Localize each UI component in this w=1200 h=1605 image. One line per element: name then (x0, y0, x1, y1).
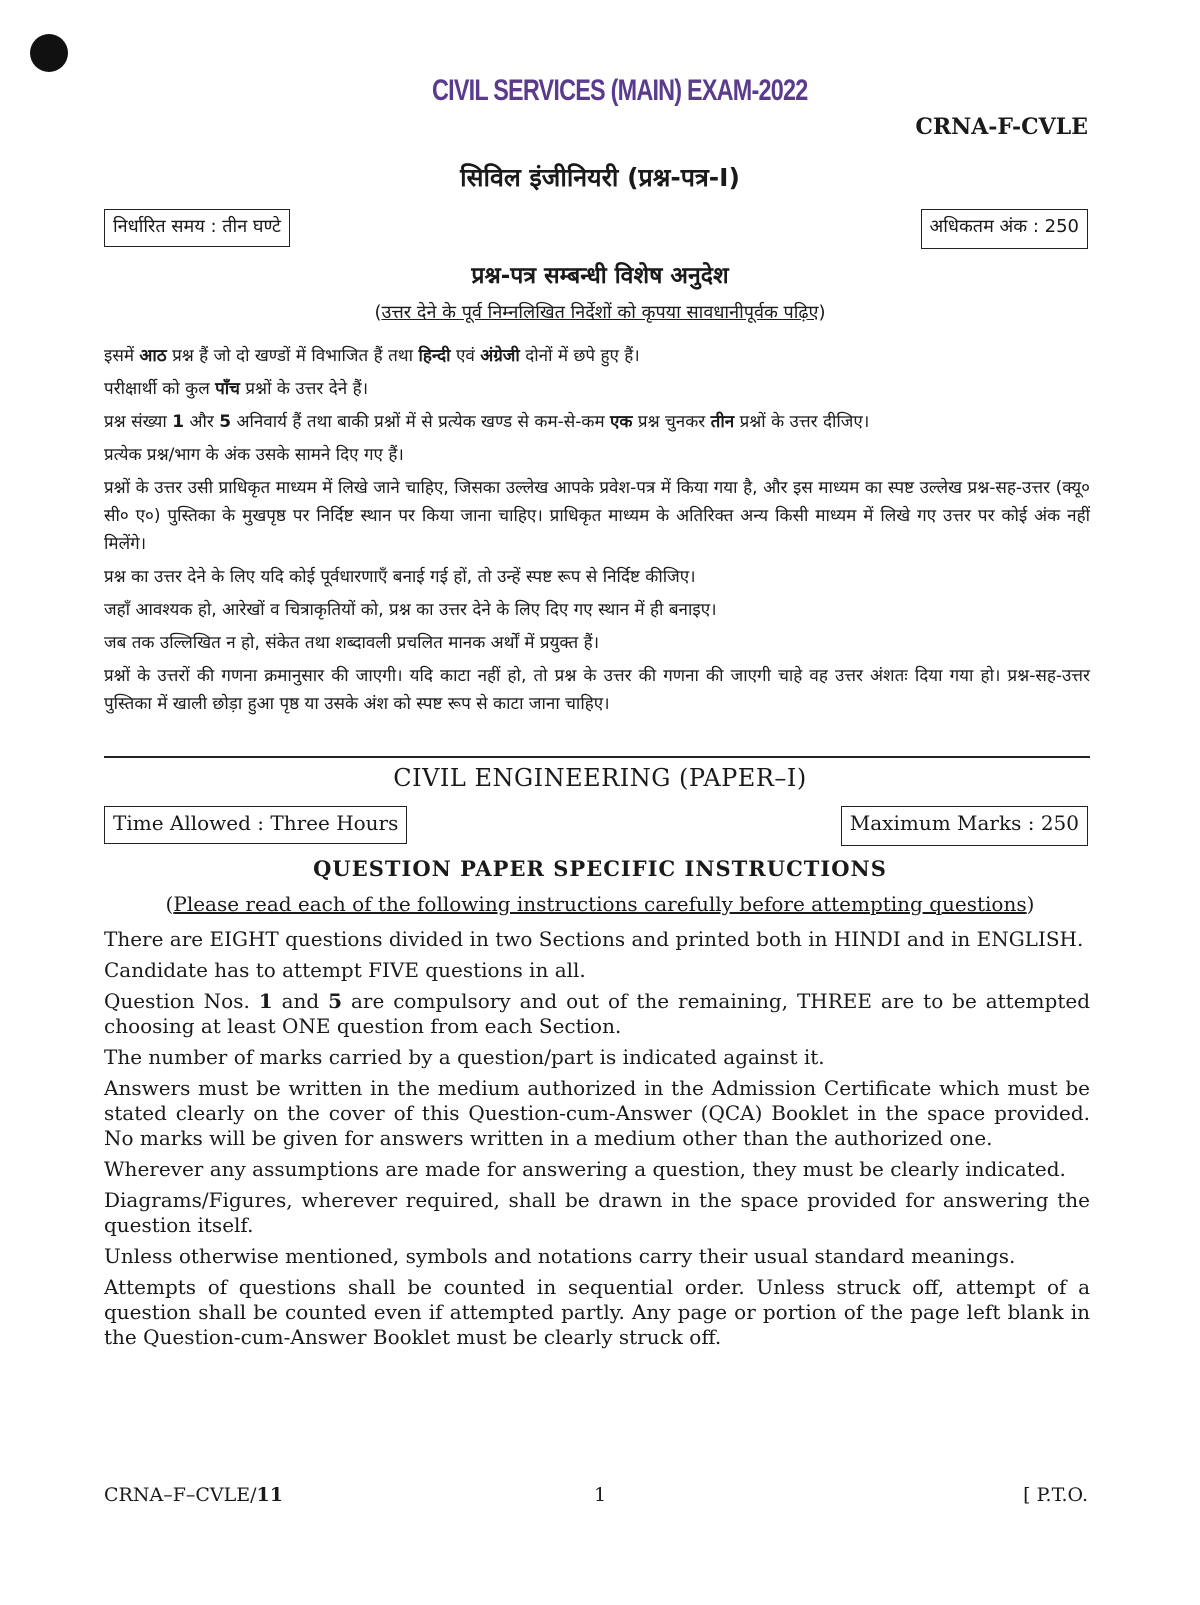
footer-code-prefix: CRNA–F–CVLE/ (104, 1484, 257, 1506)
emphasis-text: आठ (139, 346, 167, 366)
hindi-instructions (104, 342, 1090, 723)
english-instruction-7 (104, 1188, 1090, 1238)
english-instruction-5 (104, 1076, 1090, 1151)
exam-stamp: CIVIL SERVICES (MAIN) EXAM-2022 (432, 74, 808, 107)
hindi-instruction-2 (104, 375, 1090, 403)
emphasis-text: एक (610, 412, 633, 432)
instruction-text: और (184, 412, 220, 432)
english-instruction-4 (104, 1045, 1090, 1070)
section-divider (104, 756, 1090, 758)
instruction-text: जहाँ आवश्यक हो, आरेखों व चित्राकृतियों को, प्रश्न का उत्तर देने के लिए दिए गए स्थान में ही बनाइए। (104, 600, 717, 620)
hindi-subheading-text: उत्तर देने के पूर्व निम्नलिखित निर्देशों को कृपया सावधानीपूर्वक पढ़िए (381, 302, 819, 323)
paper-code: CRNA-F-CVLE (915, 114, 1088, 140)
emphasis-text: 1 (258, 989, 273, 1013)
english-heading: QUESTION PAPER SPECIFIC INSTRUCTIONS (313, 856, 887, 881)
hindi-heading: प्रश्न-पत्र सम्बन्धी विशेष अनुदेश (471, 263, 729, 289)
instruction-text: प्रश्न संख्या (104, 412, 173, 432)
english-instruction-1 (104, 927, 1090, 952)
hindi-time-allowed: निर्धारित समय : तीन घण्टे (104, 209, 290, 247)
instruction-text: अनिवार्य हैं तथा बाकी प्रश्नों में से प्रत्येक खण्ड से कम-से-कम (231, 412, 611, 432)
hindi-max-marks: अधिकतम अंक : 250 (921, 209, 1089, 249)
english-max-marks: Maximum Marks : 250 (841, 806, 1088, 846)
emphasis-text: तीन (710, 412, 735, 432)
instruction-text: दोनों में छपे हुए हैं। (519, 346, 640, 366)
emphasis-text: हिन्दी (418, 346, 451, 366)
hindi-instruction-4 (104, 441, 1090, 469)
english-instruction-8 (104, 1244, 1090, 1269)
emphasis-text: 5 (328, 989, 343, 1013)
instruction-text: Candidate has to attempt FIVE questions in all. (104, 958, 586, 982)
instruction-text: Answers must be written in the medium authorized in the Admission Certificate which must be stated clearly on the cover of this Question-cum-Answer (QCA) Booklet in the space provided. No marks will be given for answers written in a medium other than the authorized one. (104, 1076, 1090, 1150)
instruction-text: प्रश्नों के उत्तरों की गणना क्रमानुसार की जाएगी। यदि काटा नहीं हो, तो प्रश्न के उत्तर की गणना की जाएगी चाहे वह उत्तर अंशतः दिया गया हो। प्रश्न-सह-उत्तर पुस्तिका में खाली छोड़ा हुआ पृष्ठ या उसके अंश को स्पष्ट रूप से काटा जाना चाहिए। (104, 666, 1090, 714)
hindi-instruction-1 (104, 342, 1090, 370)
emphasis-text: 5 (219, 412, 232, 432)
pto-label: [ P.T.O. (1023, 1484, 1088, 1506)
instruction-text: एवं (450, 346, 481, 366)
emphasis-text: पाँच (215, 379, 240, 399)
english-instructions (104, 927, 1090, 1356)
english-instruction-6 (104, 1157, 1090, 1182)
instruction-text: Question Nos. (104, 989, 259, 1013)
page-number: 1 (593, 1484, 607, 1506)
instruction-text: प्रश्नों के उत्तर दीजिए। (734, 412, 870, 432)
registration-dot (30, 34, 68, 72)
footer-code-number: 11 (256, 1484, 283, 1506)
instruction-text: प्रश्न का उत्तर देने के लिए यदि कोई पूर्वधारणाएँ बनाई गई हों, तो उन्हें स्पष्ट रूप से निर्दिष्ट कीजिए। (104, 567, 696, 587)
hindi-instruction-7 (104, 596, 1090, 624)
hindi-subheading: (उत्तर देने के पूर्व निम्नलिखित निर्देशों को कृपया सावधानीपूर्वक पढ़िए) (374, 302, 826, 323)
instruction-text: The number of marks carried by a question/part is indicated against it. (104, 1045, 825, 1069)
hindi-instruction-9 (104, 662, 1090, 718)
instruction-text: Diagrams/Figures, wherever required, shall be drawn in the space provided for answering the question itself. (104, 1188, 1090, 1237)
instruction-text: प्रश्नों के उत्तर उसी प्राधिकृत माध्यम में लिखे जाने चाहिए, जिसका उल्लेख आपके प्रवेश-पत्र में किया गया है, और इस माध्यम का स्पष्ट उल्लेख प्रश्न-सह-उत्तर (क्यू० सी० ए०) पुस्तिका के मुखपृष्ठ पर निर्दिष्ट स्थान पर किया जाना चाहिए। प्राधिकृत माध्यम के अतिरिक्त अन्य किसी माध्यम में लिखे गए उत्तर पर कोई अंक नहीं मिलेंगे। (104, 478, 1090, 554)
instruction-text: परीक्षार्थी को कुल (104, 379, 216, 399)
english-instruction-2 (104, 958, 1090, 983)
instruction-text: जब तक उल्लिखित न हो, संकेत तथा शब्दावली प्रचलित मानक अर्थों में प्रयुक्त हैं। (104, 633, 600, 653)
instruction-text: प्रश्नों के उत्तर देने हैं। (239, 379, 369, 399)
english-subheading-text: Please read each of the following instructions carefully before attempting questions (173, 892, 1027, 916)
hindi-title: सिविल इंजीनियरी (प्रश्न-पत्र-I) (460, 163, 740, 192)
hindi-instruction-8 (104, 629, 1090, 657)
english-title: CIVIL ENGINEERING (PAPER–I) (393, 764, 807, 792)
instruction-text: प्रश्न चुनकर (632, 412, 711, 432)
instruction-text: प्रत्येक प्रश्न/भाग के अंक उसके सामने दिए गए हैं। (104, 445, 404, 465)
english-time-allowed: Time Allowed : Three Hours (104, 806, 407, 844)
emphasis-text: 1 (172, 412, 185, 432)
instruction-text: There are EIGHT questions divided in two Sections and printed both in HINDI and in ENGLISH. (104, 927, 1084, 951)
english-instruction-9 (104, 1275, 1090, 1350)
hindi-instruction-5 (104, 474, 1090, 558)
emphasis-text: अंग्रेजी (480, 346, 520, 366)
instruction-text: and (272, 989, 329, 1013)
instruction-text: Attempts of questions shall be counted in sequential order. Unless struck off, attempt of a question shall be counted even if attempted partly. Any page or portion of the page left blank in the Question-cum-Answer Booklet must be clearly struck off. (104, 1275, 1090, 1349)
instruction-text: इसमें (104, 346, 140, 366)
instruction-text: are compulsory and out of the remaining, THREE are to be attempted choosing at least ONE question from each Section. (104, 989, 1090, 1038)
instruction-text: Wherever any assumptions are made for answering a question, they must be clearly indicated. (104, 1157, 1066, 1181)
hindi-instruction-3 (104, 408, 1090, 436)
instruction-text: प्रश्न हैं जो दो खण्डों में विभाजित हैं तथा (166, 346, 419, 366)
english-instruction-3 (104, 989, 1090, 1039)
instruction-text: Unless otherwise mentioned, symbols and notations carry their usual standard meanings. (104, 1244, 1016, 1268)
hindi-instruction-6 (104, 563, 1090, 591)
english-subheading: (Please read each of the following instructions carefully before attempting questions) (165, 892, 1035, 916)
